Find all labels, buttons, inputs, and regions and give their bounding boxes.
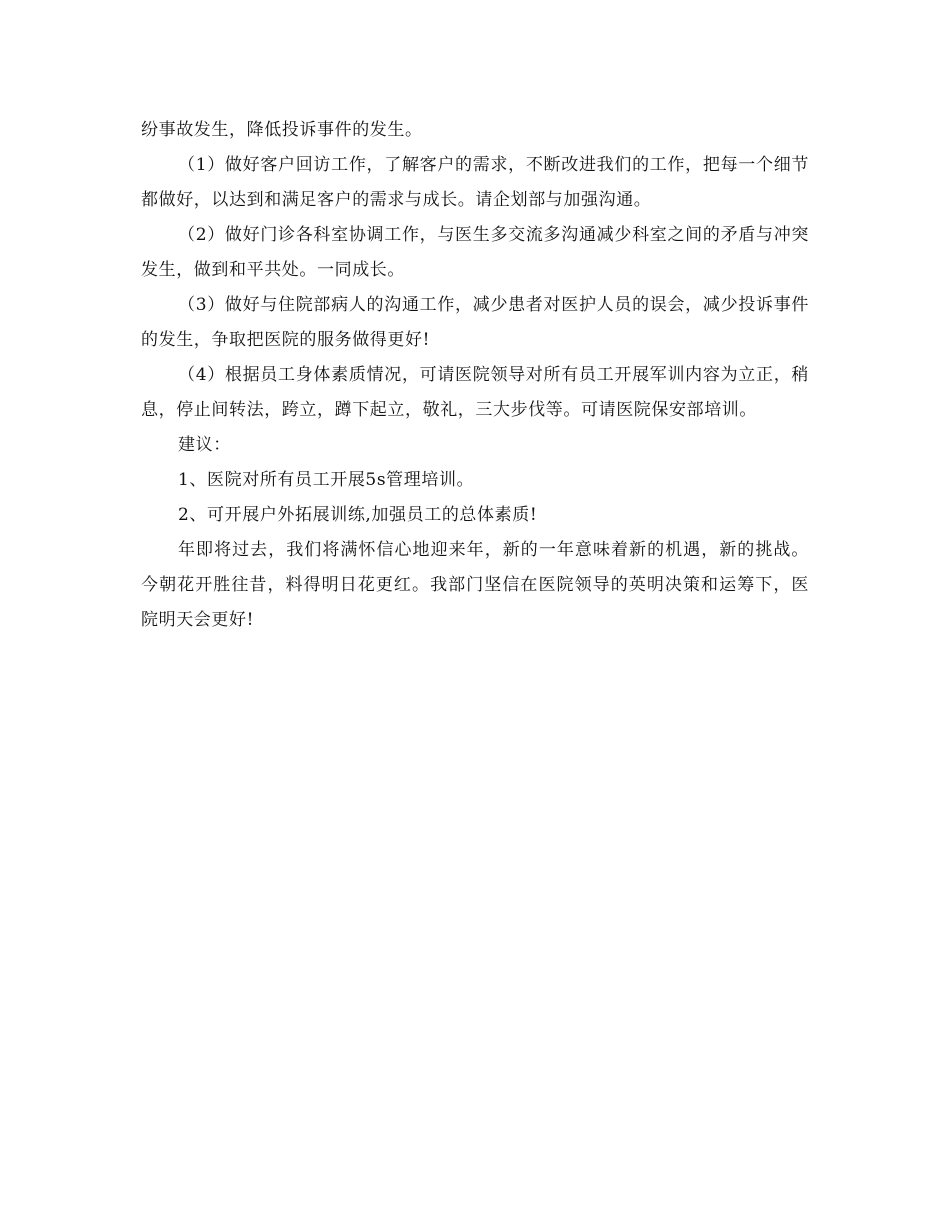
paragraph-item-2: （2）做好门诊各科室协调工作，与医生多交流多沟通减少科室之间的矛盾与冲突发生，做到和平共处。一同成长。 <box>141 225 809 280</box>
closing-paragraph: 年即将过去，我们将满怀信心地迎来年，新的一年意味着新的机遇，新的挑战。今朝花开胜往昔，料得明日花更红。我部门坚信在医院领导的英明决策和运筹下，医院明天会更好! <box>141 540 809 630</box>
paragraph-item-4: （4）根据员工身体素质情况，可请医院领导对所有员工开展军训内容为立正，稍息，停止间转法，跨立，蹲下起立，敬礼，三大步伐等。可请医院保安部培训。 <box>141 365 809 420</box>
paragraph-continuation: 纷事故发生，降低投诉事件的发生。 <box>141 120 423 140</box>
document-body <box>141 113 809 638</box>
suggestion-heading: 建议： <box>178 435 231 455</box>
paragraph-item-1: （1）做好客户回访工作，了解客户的需求，不断改进我们的工作，把每一个细节都做好，以达到和满足客户的需求与成长。请企划部与加强沟通。 <box>141 155 809 210</box>
suggestion-item-1: 1、医院对所有员工开展5s管理培训。 <box>178 470 475 490</box>
paragraph-item-3: （3）做好与住院部病人的沟通工作，减少患者对医护人员的误会，减少投诉事件的发生，争取把医院的服务做得更好! <box>141 295 809 350</box>
suggestion-item-2: 2、可开展户外拓展训练,加强员工的总体素质! <box>178 505 538 525</box>
